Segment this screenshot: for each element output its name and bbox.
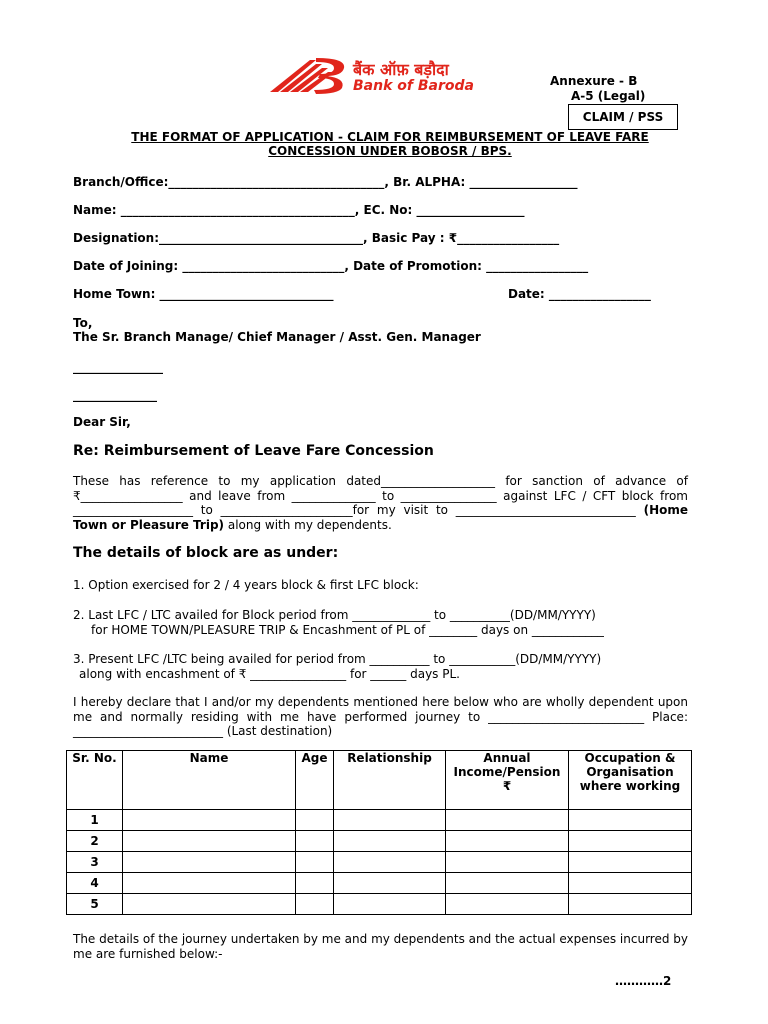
- col-relationship: Relationship: [334, 751, 446, 810]
- cell[interactable]: [569, 852, 692, 873]
- cell[interactable]: [446, 810, 569, 831]
- cell[interactable]: [296, 894, 334, 915]
- cell[interactable]: [569, 894, 692, 915]
- branch-field[interactable]: Branch/Office:____________________________________, Br. ALPHA: __________________: [73, 175, 578, 189]
- bank-name-hindi: बैंक ऑफ़ बड़ौदा: [353, 60, 449, 79]
- date-field[interactable]: Date: _________________: [508, 287, 651, 301]
- next-page-marker: …………2: [615, 974, 672, 988]
- declaration-paragraph: I hereby declare that I and/or my dependents mentioned here below who are wholly dependent upon me and normally residing with me have performed journey to __________________________ Place: _________________________ (Last destination): [73, 695, 688, 738]
- intro-paragraph: [73, 474, 688, 532]
- cell[interactable]: [123, 810, 296, 831]
- cell[interactable]: [296, 810, 334, 831]
- item-3-line-2: along with encashment of ₹ ________________ for ______ days PL.: [79, 667, 460, 681]
- details-heading: The details of block are as under:: [73, 545, 339, 561]
- cell[interactable]: [123, 852, 296, 873]
- joining-field[interactable]: Date of Joining: ___________________________, Date of Promotion: _________________: [73, 259, 589, 273]
- address-line-1[interactable]: _______________: [73, 360, 163, 374]
- row-sr: 1: [67, 810, 123, 831]
- cell[interactable]: [569, 873, 692, 894]
- cell[interactable]: [569, 831, 692, 852]
- annexure-legal-label: A-5 (Legal): [571, 89, 646, 103]
- cell[interactable]: [334, 873, 446, 894]
- intro-bold: (Home Town or Pleasure Trip): [73, 503, 688, 532]
- cell[interactable]: [334, 852, 446, 873]
- to-label: To,: [73, 316, 93, 330]
- row-sr: 5: [67, 894, 123, 915]
- recipient-label: The Sr. Branch Manage/ Chief Manager / Asst. Gen. Manager: [73, 330, 481, 344]
- col-income: Annual Income/Pension ₹: [446, 751, 569, 810]
- table-row: [67, 852, 692, 873]
- dependents-table: [66, 750, 692, 915]
- hometown-field[interactable]: Home Town: _____________________________: [73, 287, 334, 301]
- col-name: Name: [123, 751, 296, 810]
- item-2-line-1: 2. Last LFC / LTC availed for Block period from _____________ to __________(DD/MM/YYYY): [73, 608, 596, 622]
- col-sr-no: Sr. No.: [67, 751, 123, 810]
- designation-field[interactable]: Designation:__________________________________, Basic Pay : ₹_________________: [73, 231, 560, 245]
- claim-pss-box: CLAIM / PSS: [568, 104, 678, 130]
- row-sr: 3: [67, 852, 123, 873]
- cell[interactable]: [569, 810, 692, 831]
- cell[interactable]: [334, 894, 446, 915]
- form-title: [70, 130, 710, 158]
- table-header-row: [67, 751, 692, 810]
- cell[interactable]: [296, 852, 334, 873]
- row-sr: 4: [67, 873, 123, 894]
- item-2-line-2: for HOME TOWN/PLEASURE TRIP & Encashment of PL of ________ days on ____________: [91, 623, 604, 637]
- re-heading: Re: Reimbursement of Leave Fare Concession: [73, 443, 434, 459]
- title-line-1: THE FORMAT OF APPLICATION - CLAIM FOR REIMBURSEMENT OF LEAVE FARE: [131, 130, 649, 144]
- table-row: [67, 831, 692, 852]
- cell[interactable]: [446, 873, 569, 894]
- journey-paragraph: The details of the journey undertaken by me and my dependents and the actual expenses incurred by me are furnished below:-: [73, 932, 688, 961]
- cell[interactable]: [296, 831, 334, 852]
- annexure-label: Annexure - B: [550, 74, 638, 88]
- address-line-2[interactable]: ______________: [73, 388, 157, 402]
- item-3-line-1: 3. Present LFC /LTC being availed for period from __________ to ___________(DD/MM/YYYY): [73, 652, 602, 666]
- cell[interactable]: [446, 894, 569, 915]
- salutation: Dear Sir,: [73, 415, 131, 429]
- item-1: 1. Option exercised for 2 / 4 years block & first LFC block:: [73, 578, 419, 592]
- bank-name-english: Bank of Baroda: [353, 78, 474, 94]
- intro-text: These has reference to my application dated___________________ for sanction of advance of ₹_________________ and leave from ______________ to ________________ against LFC / CFT block from ____________________ to ______________________for my visit to ______________________________: [73, 474, 688, 517]
- intro-tail: along with my dependents.: [224, 517, 392, 532]
- table-row: [67, 810, 692, 831]
- col-occupation: Occupation & Organisation where working: [569, 751, 692, 810]
- table-row: [67, 894, 692, 915]
- cell[interactable]: [446, 852, 569, 873]
- cell[interactable]: [123, 894, 296, 915]
- row-sr: 2: [67, 831, 123, 852]
- name-field[interactable]: Name: _______________________________________, EC. No: __________________: [73, 203, 525, 217]
- cell[interactable]: [296, 873, 334, 894]
- col-age: Age: [296, 751, 334, 810]
- cell[interactable]: [334, 831, 446, 852]
- table-row: [67, 873, 692, 894]
- bank-logo-icon: [266, 56, 348, 96]
- cell[interactable]: [334, 810, 446, 831]
- cell[interactable]: [446, 831, 569, 852]
- cell[interactable]: [123, 873, 296, 894]
- cell[interactable]: [123, 831, 296, 852]
- title-line-2: CONCESSION UNDER BOBOSR / BPS.: [268, 144, 512, 158]
